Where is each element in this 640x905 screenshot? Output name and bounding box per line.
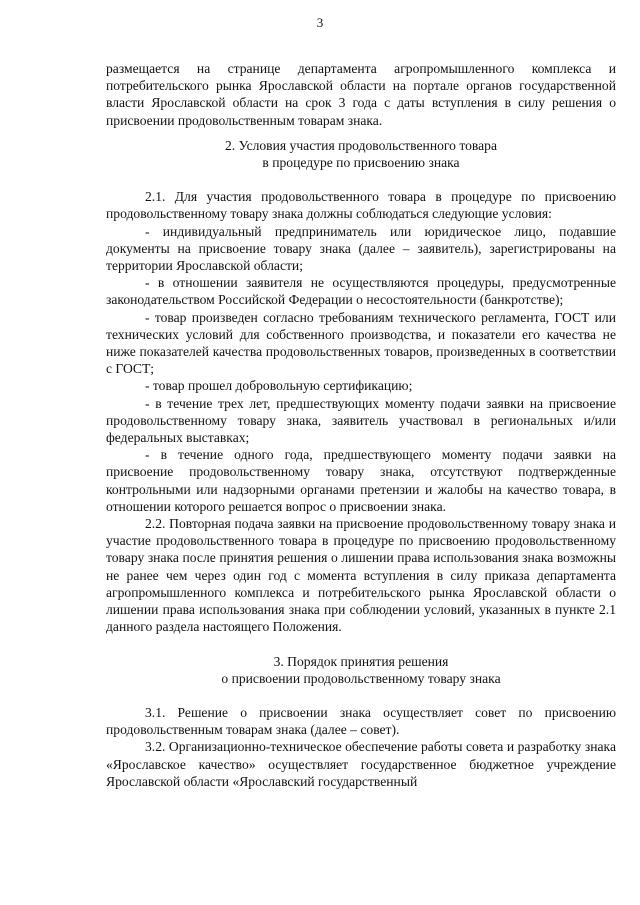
paragraph-2-1: 2.1. Для участия продовольственного товара в процедуре по присвоению продовольственному товару знака должны соблюдаться следующие условия: — [106, 189, 616, 222]
paragraph-3-1: 3.1. Решение о присвоении знака осуществляет совет по присвоению продовольственным товарам знака (далее – совет). — [106, 704, 616, 738]
page-number: 3 — [316, 15, 324, 30]
condition-item: - в течение трех лет, предшествующих моменту подачи заявки на присвоение продовольственному товару знака, заявитель участвовал в региональных и/или федеральных выставках; — [106, 395, 616, 446]
condition-item: - в течение одного года, предшествующего моменту подачи заявки на присвоение продовольственному товару знака, отсутствуют подтвержденные контрольными или надзорными органами претензии и жалобы на качество товара, в отношении которого решается вопрос о присвоении знака. — [106, 447, 616, 514]
condition-item: - товар произведен согласно требованиям технического регламента, ГОСТ или технических условий для собственного производства, и показатели его качества не ниже показателей качества продовольственных товаров, произведенных в соответствии с ГОСТ; — [106, 309, 616, 377]
document-body — [106, 60, 616, 790]
condition-item: - индивидуальный предприниматель или юридическое лицо, подавшие документы на присвоение товару знака (далее – заявитель), зарегистрированы на территории Ярославской области; — [106, 223, 616, 274]
condition-item: - товар прошел добровольную сертификацию; — [145, 378, 413, 394]
section-2-heading-line-2: в процедуре по присвоению знака — [262, 155, 460, 171]
section-3-heading-line-1: 3. Порядок принятия решения — [273, 653, 449, 669]
condition-item: - в отношении заявителя не осуществляются процедуры, предусмотренные законодательством Российской Федерации о несостоятельности (банкротстве); — [106, 275, 616, 308]
section-3-heading-line-2: о присвоении продовольственному товару знака — [221, 670, 501, 686]
intro-paragraph: размещается на странице департамента агропромышленного комплекса и потребительского рынка Ярославской области на портале органов государственной власти Ярославской области на срок 3 года с даты вступления в силу решения о присвоении продовольственным товарам знака. — [106, 61, 616, 128]
section-2-heading-line-1: 2. Условия участия продовольственного товара — [224, 137, 497, 153]
paragraph-2-2: 2.2. Повторная подача заявки на присвоение продовольственному товару знака и участие продовольственного товара в процедуре по присвоению продовольственному товару знака после принятия решения о лишении права использования знака возможны не ранее чем через один год с момента вступления в силу приказа департамента агропромышленного комплекса и потребительского рынка Ярославской области о лишении права использования знака при соблюдении условий, указанных в пункте 2.1 данного раздела настоящего Положения. — [106, 516, 616, 635]
paragraph-3-2: 3.2. Организационно-техническое обеспечение работы совета и разработку знака «Ярославское качество» осуществляет государственное бюджетное учреждение Ярославской области «Ярославский государственный — [106, 739, 616, 789]
